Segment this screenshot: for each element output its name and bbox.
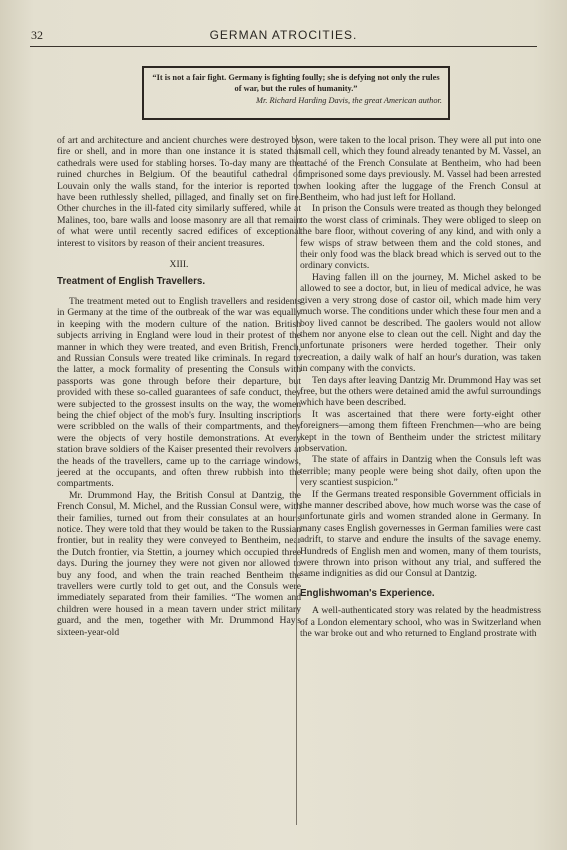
paragraph: Mr. Drummond Hay, the British Consul at Dantzig, the French Consul, M. Michel, and the Russian Consul were, with their families, turned out from their consulates at an hour's notice. They were told that they would be taken to the Russian frontier, but in reality they were conveyed to Bentheim, near the Dutch frontier, via Stettin, a journey which occupied three days. During the journey they were not given nor allowed to buy any food, and when the train reached Bentheim the travellers were curtly told to get out, and the Consuls were immediately separated from their families. “The women and children were housed in a mean tavern under strict military guard, and the men, together with Mr. Drummond Hay's sixteen-year-old bbox=[57, 489, 301, 638]
paragraph: A well-authenticated story was related by the headmistress of a London elementary school, who was in Switzerland when the war broke out and who returned to England prostrate with bbox=[300, 605, 541, 640]
running-title: GERMAN ATROCITIES. bbox=[209, 28, 358, 42]
section-number: XIII. bbox=[169, 259, 189, 271]
paragraph: The treatment meted out to English travellers and residents in Germany at the time of the outbreak of the war was equally in keeping with the modern culture of the nation. British subjects arriving in England were loud in their protest of the manner in which they were treated, and even British, French, and Russian Consuls were treated like criminals. In regard to the latter, a mock formality of presenting the Consuls with passports was gone through before their departure, but provided with these so-called guarantees of safe conduct, they were subjected to the grossest insults on the way, the women being the chief object of the mob's fury. Insulting inscriptions were scribbled on the walls of their compartments, and they were the objects of very hostile demonstrations. At every station brave soldiers of the Kaiser presented their revolvers at the heads of the travellers, came up to the carriage windows, jeered at the occupants, and often threw rubbish into the compartments. bbox=[57, 295, 301, 490]
paragraph: Having fallen ill on the journey, M. Michel asked to be allowed to see a doctor, but, in lieu of medical advice, he was given a very strong dose of castor oil, which made him very much worse. The conditions under which these four men and a boy lived cannot be described. The gaolers would not allow them nor anyone else to clean out the cell. Night and day the unfortunate prisoners were herded together. Their only recreation, a daily walk of half an hour's duration, was taken in company with the convicts. bbox=[300, 271, 541, 375]
column-divider bbox=[296, 135, 297, 825]
left-column bbox=[57, 135, 301, 638]
paragraph: of art and architecture and ancient churches were destroyed by fire or shell, and in more than one instance it is stated that cathedrals were used for stabling horses. To-day many are the ruined churches in Belgium. Of the beautiful cathedral of Louvain only the walls stand, for the interior is reported to have been ruthlessly shelled, pillaged, and finally set on fire. Other churches in the ill-fated city similarly suffered, while at Malines, too, bare walls and loose masonry are all that remain of what were until recently sacred edifices of exceptional interest to visitors by reason of their ancient treasures. bbox=[57, 135, 301, 249]
section-heading: Englishwoman's Experience. bbox=[300, 587, 435, 599]
page-number: 32 bbox=[31, 28, 43, 42]
paragraph: In prison the Consuls were treated as though they belonged to the worst class of criminals. They were obliged to sleep on the bare floor, without covering of any kind, and with only a few wisps of straw between them and the cold stones, and their only food was the black bread which is served out to the ordinary convicts. bbox=[300, 203, 541, 272]
paragraph: son, were taken to the local prison. They were all put into one small cell, which they found already tenanted by M. Vassel, an attaché of the French Consulate at Bentheim, who had been imprisoned some days previously. M. Vassel had been arrested when looking after the luggage of the French Consul at Bentheim, who had just left for Holland. bbox=[300, 135, 541, 204]
header-rule bbox=[30, 46, 537, 47]
quote-box bbox=[142, 66, 450, 120]
quote-attribution: Mr. Richard Harding Davis, the great American author. bbox=[256, 96, 442, 105]
right-column bbox=[300, 135, 541, 639]
paragraph: If the Germans treated responsible Government officials in the manner described above, how much worse was the case of unfortunate girls and women stranded alone in Germany. In many cases English governesses in German families were cast adrift, to starve and endure the insults of the savage enemy. Hundreds of English men and women, many of them tourists, were thrown into prison without any trial, and suffered the same indignities as did our Consul at Dantzig. bbox=[300, 488, 541, 580]
quote-text: “It is not a fair fight. Germany is fighting foully; she is defying not only the rules of war, but the rules of humanity.” bbox=[152, 73, 440, 93]
paragraph: The state of affairs in Dantzig when the Consuls left was terrible; many people were being shot daily, often upon the very scantiest suspicion.” bbox=[300, 454, 541, 489]
paragraph: Ten days after leaving Dantzig Mr. Drummond Hay was set free, but the others were detained amid the awful surroundings which have been described. bbox=[300, 374, 541, 409]
paragraph: It was ascertained that there were forty-eight other foreigners—among them fifteen Frenchmen—who are being kept in the town of Bentheim under the strictest military observation. bbox=[300, 408, 541, 454]
section-heading: Treatment of English Travellers. bbox=[57, 276, 206, 288]
